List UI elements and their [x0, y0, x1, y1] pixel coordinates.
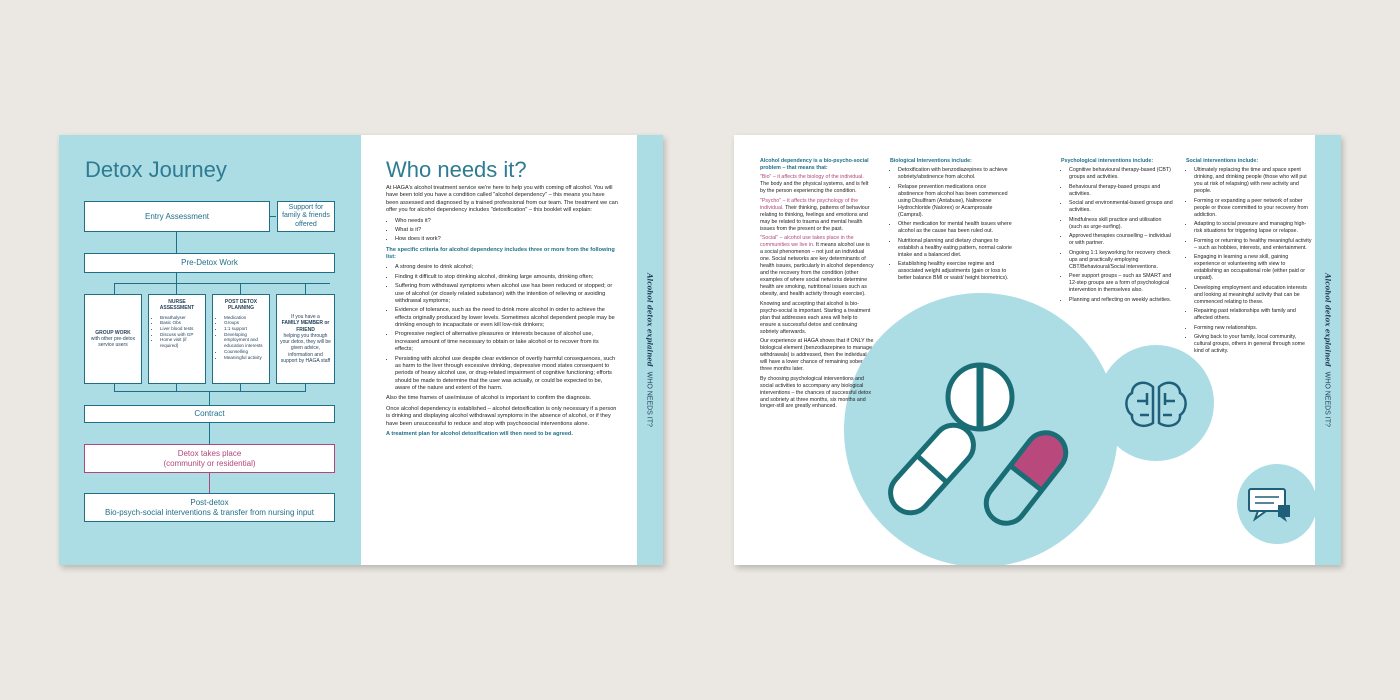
family-member-box: [276, 294, 335, 384]
bio-psycho-social-column: [760, 158, 874, 413]
spine-caps: WHO NEEDS IT?: [645, 371, 653, 427]
social-label: "Social" – alcohol use takes place in the communities we live in.: [760, 235, 854, 249]
list-item: • Suffering from withdrawal symptoms when alcohol use has been reduced or stopped; or use of alcohol (or closely related substance) with the intention of relieving or avoiding withdrawal symptoms;: [395, 283, 618, 305]
list-item: • Nutritional planning and dietary changes to establish a healthy eating pattern, normal calorie intake and a balanced diet.: [898, 238, 1012, 259]
list-item: • Peer support groups – such as SMART and 12-step groups are a form of psychological intervention in themselves also.: [1069, 273, 1175, 294]
social-text: It means alcohol use is a social phenomenon – not just an individual one. Social networks are key determinants of health issues, particularly in alcohol dependency and the recovery from the condition (other examples of where social networks determine health are smoking, nutritional issues such as obesity, and health activity through exercise).: [760, 242, 874, 298]
spine-caps: WHO NEEDS IT?: [1323, 371, 1331, 427]
bio-text: The body and the physical systems, and is felt by the person experiencing the condition.: [760, 181, 869, 195]
list-item: • Medication: [224, 315, 266, 321]
bio-paragraph: [760, 174, 874, 195]
list-item: • Basic Obs: [160, 320, 202, 326]
list-item: • How does it work?: [395, 236, 618, 243]
spine-label: [646, 273, 655, 427]
list-item: • Evidence of tolerance, such as the need to drink more alcohol in order to achieve the effects originally produced by lower levels. Sometimes alcohol dependent people may be drinking enough to incapacitate or even kill low-risk drinkers;: [395, 307, 618, 329]
column-heading: Psychological interventions include:: [1061, 158, 1154, 164]
detox-journey-title: Detox Journey: [85, 157, 227, 182]
list-item: • Other medication for mental health issues where alcohol as the cause has been ruled out.: [898, 221, 1012, 235]
right-spread: [734, 135, 1341, 565]
list-item: • Ongoing 1:1 keyworking for recovery check ups and practically employing CBT/Behavioural/Social interventions.: [1069, 250, 1175, 271]
nurse-title: NURSE ASSESSMENT: [159, 299, 195, 312]
list-item: • Forming or returning to healthy meaningful activity – such as hobbies, interests, and entertainment.: [1194, 238, 1312, 252]
list-item: • Counselling: [224, 349, 266, 355]
list-item: • Discuss with GP: [160, 332, 202, 338]
arrow: [209, 391, 210, 405]
list-item: • Approved therapies counselling – individual or with partner.: [1069, 233, 1175, 247]
group-work-title: GROUP WORK: [95, 329, 131, 336]
list-item: • Finding it difficult to stop drinking alcohol, drinking large amounts, drinking often;: [395, 274, 618, 281]
closing-line: A treatment plan for alcohol detoxification will then need to be agreed.: [386, 430, 573, 437]
paragraph: Knowing and accepting that alcohol is bio-psycho-social is important. Starting a treatment plan that addresses each area will help to ensure a successful detox and continuing sobriety afterwards.: [760, 300, 871, 335]
post-detox-line-2: Bio-psych-social interventions & transfer from nursing input: [105, 507, 314, 517]
planning-title: POST DETOX PLANNING: [224, 299, 258, 312]
post-detox-line-1: Post-detox: [190, 497, 229, 507]
small-circle: [1098, 345, 1214, 461]
social-paragraph: [760, 235, 874, 298]
list-item: • Detoxification with benzodiazepines to achieve sobriety/abstinence from alcohol.: [898, 167, 1012, 181]
list-item: • Progressive neglect of alternative pleasures or interests because of alcohol use, increased amount of time necessary to obtain or take alcohol or to recover from its effects;: [395, 331, 618, 353]
support-box: Support for family & friends offered: [277, 201, 335, 232]
criteria-heading: The specific criteria for alcohol dependency includes three or more from the following list:: [386, 246, 615, 260]
family-text-1: If you have a: [291, 314, 320, 320]
intro-paragraph: At HAGA's alcohol treatment service we're here to help you with coming off alcohol. You will have been told you have a condition called "alcohol dependency" – this means you have been assessed and diagnosed by a trained professional from our team. The treatment we can offer you for alcohol dependency includes "detoxification" – this booklet will explain:: [386, 185, 618, 214]
spine-script: Alcohol detox explained: [645, 273, 655, 367]
list-item: • Adapting to social pressure and managing high-risk situations for triggering lapse or relapse.: [1194, 221, 1312, 235]
psycho-text: Their thinking, patterns of behaviour relating to thinking, feelings and emotions and may be related to trauma and mental health issues from the present or the past.: [760, 204, 870, 232]
pre-detox-box: Pre-Detox Work: [84, 253, 335, 273]
arrow: [240, 384, 241, 391]
who-needs-it-body: [386, 185, 618, 441]
list-item: • Mindfulness skill practice and utilisation (such as urge-surfing).: [1069, 217, 1175, 231]
list-item: • Establishing healthy exercise regime and associated weight adjustments (gain or loss to better balance BMI or waist/ height biometrics).: [898, 261, 1012, 282]
arrow: [176, 384, 177, 391]
spine-script: Alcohol detox explained: [1323, 273, 1333, 367]
detox-journey-panel: [59, 135, 361, 565]
list-item: • Repairing past relationships with family and affected others.: [1194, 308, 1312, 322]
left-spread: [59, 135, 663, 565]
arrow: [209, 473, 210, 493]
list-item: • Meaningful activity: [224, 355, 266, 361]
who-needs-it-page: [361, 135, 637, 565]
psycho-paragraph: [760, 198, 874, 233]
psycho-label: "Psycho" – it affects the psychology of the individual.: [760, 197, 859, 211]
spine-label: [1324, 273, 1333, 427]
paragraph: Our experience at HAGA shows that if ONLY the biological element (benzodiazepines to manage withdrawals) is addressed, then the individual will have a lower chance of remaining sober three months later.: [760, 338, 874, 373]
list-item: • Developing employment and education interests: [224, 332, 266, 349]
list-item: • Cognitive behavioural therapy-based (CBT) groups and activities.: [1069, 167, 1175, 181]
spine: [637, 135, 663, 565]
paragraph: Once alcohol dependency is established – alcohol detoxification is only necessary if a person is drinking and displaying alcohol withdrawal symptoms in the absence of alcohol, or if they have been unsuccessful to reduce and stop with psychosocial interventions alone.: [386, 405, 617, 427]
family-text-2: helping you through your detox, they will be given advice, information and support by HAGA staff: [280, 332, 331, 364]
detox-line-1: Detox takes place: [177, 448, 242, 458]
psychological-column: [1061, 158, 1175, 306]
arrow: [114, 283, 330, 284]
arrow: [305, 384, 306, 391]
list-item: • A strong desire to drink alcohol;: [395, 264, 618, 271]
arrow: [176, 232, 177, 253]
post-detox-planning-box: [212, 294, 270, 384]
social-column: [1186, 158, 1312, 358]
column-heading: Biological Interventions include:: [890, 158, 972, 164]
list-item: • Breathalyser: [160, 315, 202, 321]
list-item: • Giving back to your family, local community, cultural groups, others in general through some kind of activity.: [1194, 334, 1312, 355]
entry-assessment-box: Entry Assessment: [84, 201, 270, 232]
column-heading: Alcohol dependency is a bio-psycho-social problem – that means that:: [760, 158, 869, 171]
list-item: • Liver blood tests: [160, 326, 202, 332]
arrow: [114, 283, 115, 294]
arrow: [209, 423, 210, 444]
arrow: [240, 283, 241, 294]
arrow: [114, 391, 306, 392]
spine: [1315, 135, 1341, 565]
list-item: • What is it?: [395, 227, 618, 234]
post-detox-box: [84, 493, 335, 522]
arrow: [270, 216, 276, 217]
column-heading: Social interventions include:: [1186, 158, 1259, 164]
list-item: • Groups: [224, 320, 266, 326]
list-item: • Social and environmental-based groups and activities.: [1069, 200, 1175, 214]
arrow: [114, 384, 115, 391]
list-item: • Forming new relationships.: [1194, 325, 1312, 332]
contract-box: Contract: [84, 405, 335, 423]
nurse-assessment-box: [148, 294, 206, 384]
who-needs-it-title: Who needs it?: [386, 157, 527, 182]
bio-label: "Bio" – it affects the biology of the individual.: [760, 174, 864, 181]
list-item: • 1:1 support: [224, 326, 266, 332]
arrow: [176, 273, 177, 294]
list-item: • Developing employment and education interests and looking at meaningful activity that can be commenced relating to these.: [1194, 285, 1312, 306]
family-bold: FAMILY MEMBER or FRIEND: [281, 320, 330, 333]
list-item: • Home visit (if required): [160, 337, 202, 348]
detox-line-2: (community or residential): [163, 458, 256, 468]
group-work-text: with other pre-detox service users: [90, 335, 136, 349]
list-item: • Behavioural therapy-based groups and activities.: [1069, 184, 1175, 198]
arrow: [305, 283, 306, 294]
list-item: • Forming or expanding a peer network of sober people or those committed to your recovery from addiction.: [1194, 198, 1312, 219]
paragraph: Also the time frames of use/misuse of alcohol is important to confirm the diagnosis.: [386, 395, 592, 402]
list-item: • Engaging in learning a new skill, gaining experience or volunteering with view to establishing an occupational role (either paid or unpaid).: [1194, 254, 1312, 282]
biological-column: [890, 158, 1012, 285]
group-work-box: [84, 294, 142, 384]
detox-box: [84, 444, 335, 473]
list-item: • Who needs it?: [395, 218, 618, 225]
list-item: • Relapse prevention medications once abstinence from alcohol has been commenced using Disulfiram (Antabuse), Naltrexone Hydrochloride (Nalorex) or Acamprosate (Campral).: [898, 184, 1012, 219]
list-item: • Planning and reflecting on weekly activities.: [1069, 297, 1175, 304]
list-item: • Ultimately replacing the time and space spent drinking, and drinking people (those who will put you at risk of relapsing) with new activity and people.: [1194, 167, 1312, 195]
list-item: • Persisting with alcohol use despite clear evidence of overtly harmful consequences, such as harm to the liver through excessive drinking, depressive mood states consequent to periods of heavy alcohol use, or drug-related impairment of cognitive functioning; efforts should be made to determine that the user was actually, or could be expected to be, aware of the nature and extent of the harm.: [395, 356, 618, 393]
paragraph: By choosing psychological interventions and social activities to accompany any biological interventions – the chances of successful detox and sobriety at three months, six months and longer-still are greatly enhanced.: [760, 375, 872, 410]
